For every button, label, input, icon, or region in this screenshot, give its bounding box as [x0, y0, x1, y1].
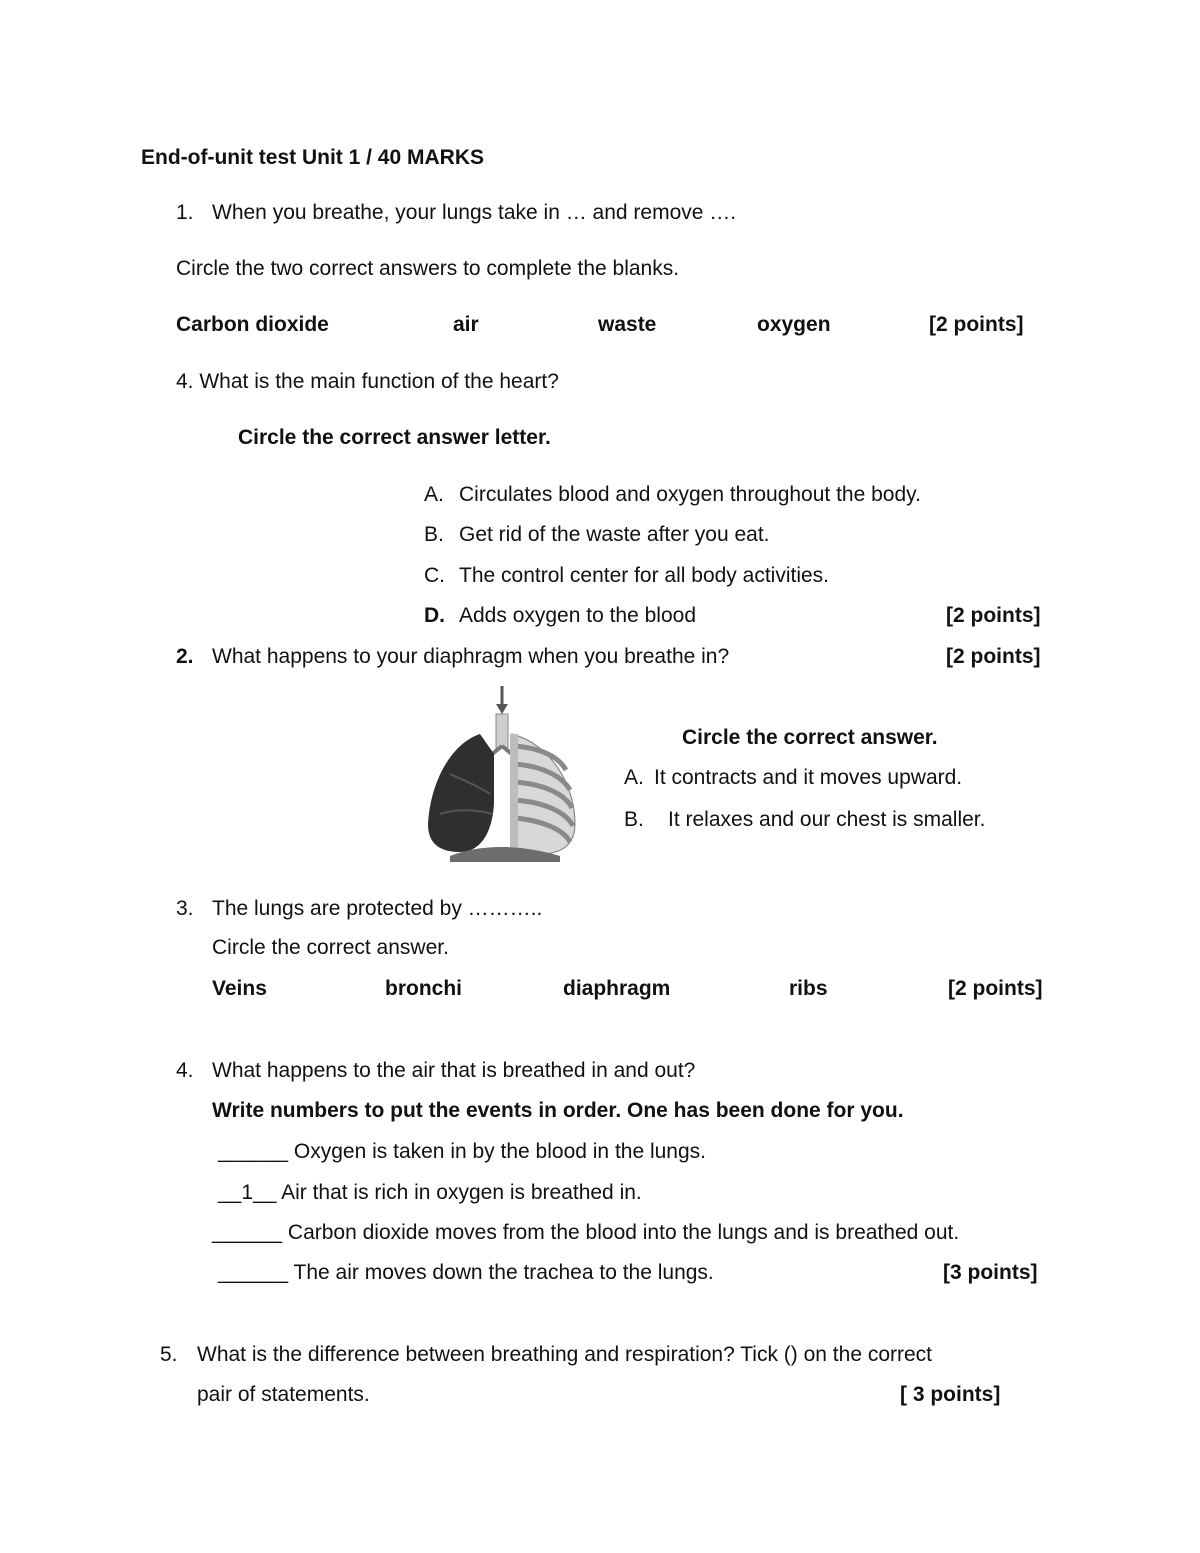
q3-instruction: Circle the correct answer. — [212, 936, 449, 959]
q1-text: When you breathe, your lungs take in … and remove …. — [212, 201, 737, 224]
q4b-instruction: Write numbers to put the events in order. One has been done for you. — [212, 1099, 904, 1122]
q4a-points: [2 points] — [946, 604, 1041, 627]
q2-number: 2. — [176, 645, 194, 668]
q3-points: [2 points] — [948, 977, 1043, 1000]
q2-answer-text: It contracts and it moves upward. — [654, 766, 963, 789]
q5-text: What is the difference between breathing and respiration? Tick () on the correct — [197, 1343, 933, 1366]
q4b-points: [3 points] — [943, 1261, 1038, 1284]
q5-text-line2: pair of statements. — [197, 1383, 370, 1406]
q1-option[interactable]: oxygen — [757, 313, 831, 336]
lungs-diagram-image — [420, 684, 580, 874]
q4a-instruction: Circle the correct answer letter. — [238, 426, 551, 449]
q5-number: 5. — [160, 1343, 178, 1366]
q1-number: 1. — [176, 201, 194, 224]
q3-text: The lungs are protected by ……….. — [212, 897, 543, 920]
q3-option[interactable]: Veins — [212, 977, 267, 1000]
q4a-answer-text: The control center for all body activities. — [459, 564, 830, 587]
q4a-answer-letter[interactable]: B. — [424, 523, 444, 546]
q2-points: [2 points] — [946, 645, 1041, 668]
q4a-answer-letter[interactable]: A. — [424, 483, 444, 506]
q4a-answer-letter[interactable]: D. — [424, 604, 445, 627]
q4a-answer-letter[interactable]: C. — [424, 564, 445, 587]
page-title: End-of-unit test Unit 1 / 40 MARKS — [141, 146, 484, 169]
q4b-event[interactable]: __1__ Air that is rich in oxygen is breathed in. — [218, 1181, 642, 1204]
q3-option[interactable]: ribs — [789, 977, 828, 1000]
q1-points: [2 points] — [929, 313, 1024, 336]
q5-points: [ 3 points] — [900, 1383, 1001, 1406]
q1-option[interactable]: waste — [598, 313, 657, 336]
q4b-text: What happens to the air that is breathed in and out? — [212, 1059, 696, 1082]
q4a-answer-text: Circulates blood and oxygen throughout the body. — [459, 483, 921, 506]
q4b-event[interactable]: ______ Oxygen is taken in by the blood in the lungs. — [218, 1140, 707, 1163]
q4a-answer-text: Adds oxygen to the blood — [459, 604, 697, 627]
q2-instruction: Circle the correct answer. — [682, 726, 938, 749]
q3-option[interactable]: bronchi — [385, 977, 462, 1000]
q4b-event[interactable]: ______ The air moves down the trachea to the lungs. — [218, 1261, 714, 1284]
q1-option[interactable]: Carbon dioxide — [176, 313, 329, 336]
q2-answer-letter[interactable]: B. — [624, 808, 644, 831]
q1-instruction: Circle the two correct answers to complete the blanks. — [176, 257, 680, 280]
q2-answer-letter[interactable]: A. — [624, 766, 644, 789]
q3-number: 3. — [176, 897, 194, 920]
q4b-event[interactable]: ______ Carbon dioxide moves from the blood into the lungs and is breathed out. — [212, 1221, 960, 1244]
q3-option[interactable]: diaphragm — [563, 977, 671, 1000]
q4b-number: 4. — [176, 1059, 194, 1082]
q1-option[interactable]: air — [453, 313, 479, 336]
q4a-answer-text: Get rid of the waste after you eat. — [459, 523, 770, 546]
q4a-text: 4. What is the main function of the heart? — [176, 370, 559, 393]
q2-answer-text: It relaxes and our chest is smaller. — [668, 808, 986, 831]
q2-text: What happens to your diaphragm when you breathe in? — [212, 645, 730, 668]
